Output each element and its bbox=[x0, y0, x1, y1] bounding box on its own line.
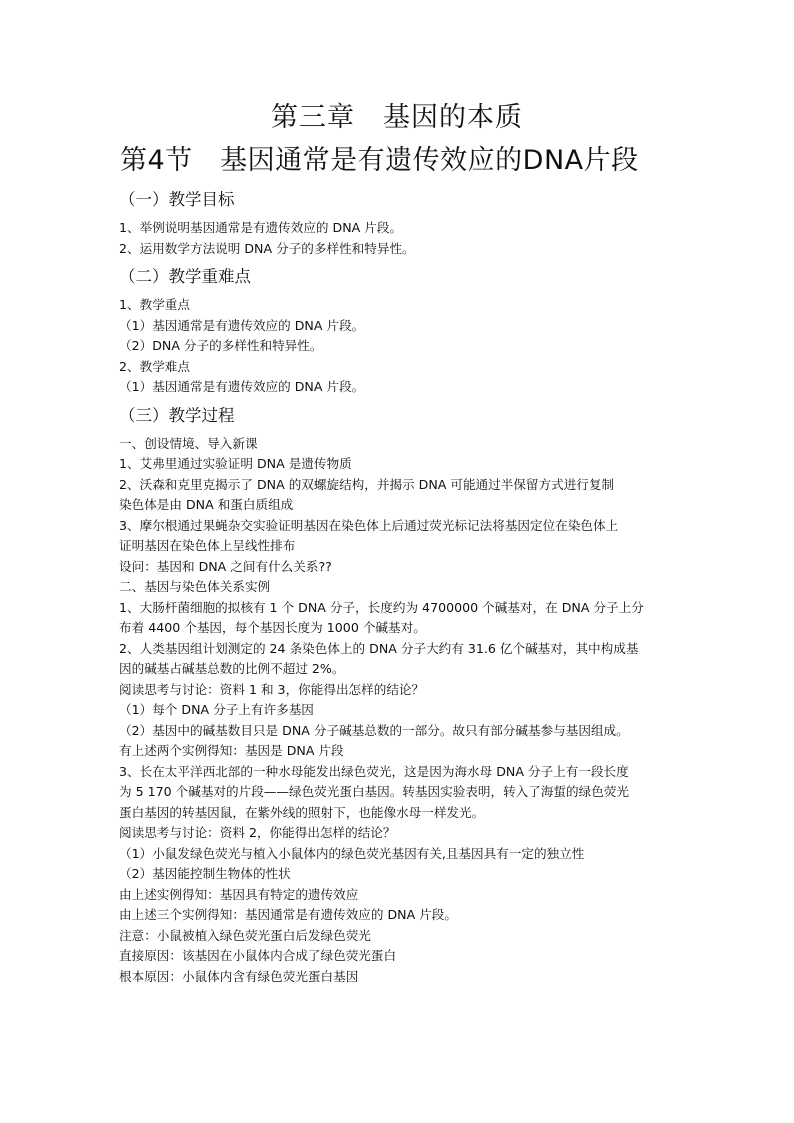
text-line: 2、人类基因组计划测定的 24 条染色体上的 DNA 分子大约有 31.6 亿个碱基对，其中构成基 bbox=[119, 640, 639, 656]
text-line: （1）基因通常是有遗传效应的 DNA 片段。 bbox=[119, 317, 365, 333]
section-title: 第4节 基因通常是有遗传效应的DNA片段 bbox=[120, 145, 639, 176]
text-line: 为 5 170 个碱基对的片段——绿色荧光蛋白基因。转基因实验表明，转入了海蜇的绿色荧光 bbox=[119, 784, 630, 799]
text-line: 阅读思考与讨论：资料 1 和 3，你能得出怎样的结论？ bbox=[119, 681, 425, 697]
text-line: 阅读思考与讨论：资料 2，你能得出怎样的结论？ bbox=[119, 825, 396, 840]
text-line: （2）DNA 分子的多样性和特异性。 bbox=[119, 338, 323, 353]
text-line: （1）小鼠发绿色荧光与植入小鼠体内的绿色荧光基因有关,且基因具有一定的独立性 bbox=[119, 845, 585, 861]
text-line: （1）每个 DNA 分子上有许多基因 bbox=[119, 702, 314, 717]
text-line: 二、基因与染色体关系实例 bbox=[119, 579, 271, 594]
text-line: 1、举例说明基因通常是有遗传效应的 DNA 片段。 bbox=[119, 220, 403, 235]
text-line: 由上述三个实例得知：基因通常是有遗传效应的 DNA 片段。 bbox=[119, 907, 457, 922]
text-line: 1、教学重点 bbox=[119, 297, 190, 312]
text-line: 有上述两个实例得知：基因是 DNA 片段 bbox=[119, 743, 344, 758]
text-line: 布着 4400 个基因，每个基因长度为 1000 个碱基对。 bbox=[119, 620, 426, 635]
text-line: （2）基因能控制生物体的性状 bbox=[119, 866, 291, 881]
chapter-title: 第三章 基因的本质 bbox=[271, 102, 523, 133]
text-line: 蛋白基因的转基因鼠，在紫外线的照射下，也能像水母一样发光。 bbox=[119, 804, 485, 820]
section-heading: （三）教学过程 bbox=[119, 405, 235, 425]
document-body bbox=[119, 186, 679, 991]
text-line: 2、运用数学方法说明 DNA 分子的多样性和特异性。 bbox=[119, 240, 415, 256]
text-line: 1、艾弗里通过实验证明 DNA 是遗传物质 bbox=[119, 456, 352, 471]
text-line: 因的碱基占碱基总数的比例不超过 2%。 bbox=[119, 661, 345, 676]
text-line: 设问：基因和 DNA 之间有什么关系?? bbox=[119, 558, 332, 574]
text-line: 2、沃森和克里克揭示了 DNA 的双螺旋结构，并揭示 DNA 可能通过半保留方式进行复制 bbox=[119, 476, 615, 492]
text-line: 注意：小鼠被植入绿色荧光蛋白后发绿色荧光 bbox=[119, 927, 371, 943]
text-line: 3、摩尔根通过果蝇杂交实验证明基因在染色体上后通过荧光标记法将基因定位在染色体上 bbox=[119, 517, 619, 533]
text-line: 2、教学难点 bbox=[119, 358, 190, 374]
text-line: 证明基因在染色体上呈线性排布 bbox=[119, 538, 296, 553]
text-line: 染色体是由 DNA 和蛋白质组成 bbox=[119, 497, 294, 512]
section-heading: （一）教学目标 bbox=[119, 190, 235, 209]
text-line: 直接原因：该基因在小鼠体内合成了绿色荧光蛋白 bbox=[119, 948, 397, 963]
text-line: 由上述实例得知：基因具有特定的遗传效应 bbox=[119, 886, 359, 902]
text-line: 3、长在太平洋西北部的一种水母能发出绿色荧光，这是因为海水母 DNA 分子上有一段长度 bbox=[119, 763, 629, 779]
text-line: 一、创设情境、导入新课 bbox=[119, 435, 258, 451]
section-heading: （二）教学重难点 bbox=[119, 267, 251, 286]
text-line: （2）基因中的碱基数目只是 DNA 分子碱基总数的一部分。故只有部分碱基参与基因组成。 bbox=[119, 722, 629, 738]
text-line: 根本原因：小鼠体内含有绿色荧光蛋白基因 bbox=[119, 968, 359, 984]
section-spacer bbox=[119, 987, 679, 991]
text-line: （1）基因通常是有遗传效应的 DNA 片段。 bbox=[119, 379, 365, 394]
text-line: 1、大肠杆菌细胞的拟核有 1 个 DNA 分子，长度约为 4700000 个碱基对，在 DNA 分子上分 bbox=[119, 599, 644, 615]
